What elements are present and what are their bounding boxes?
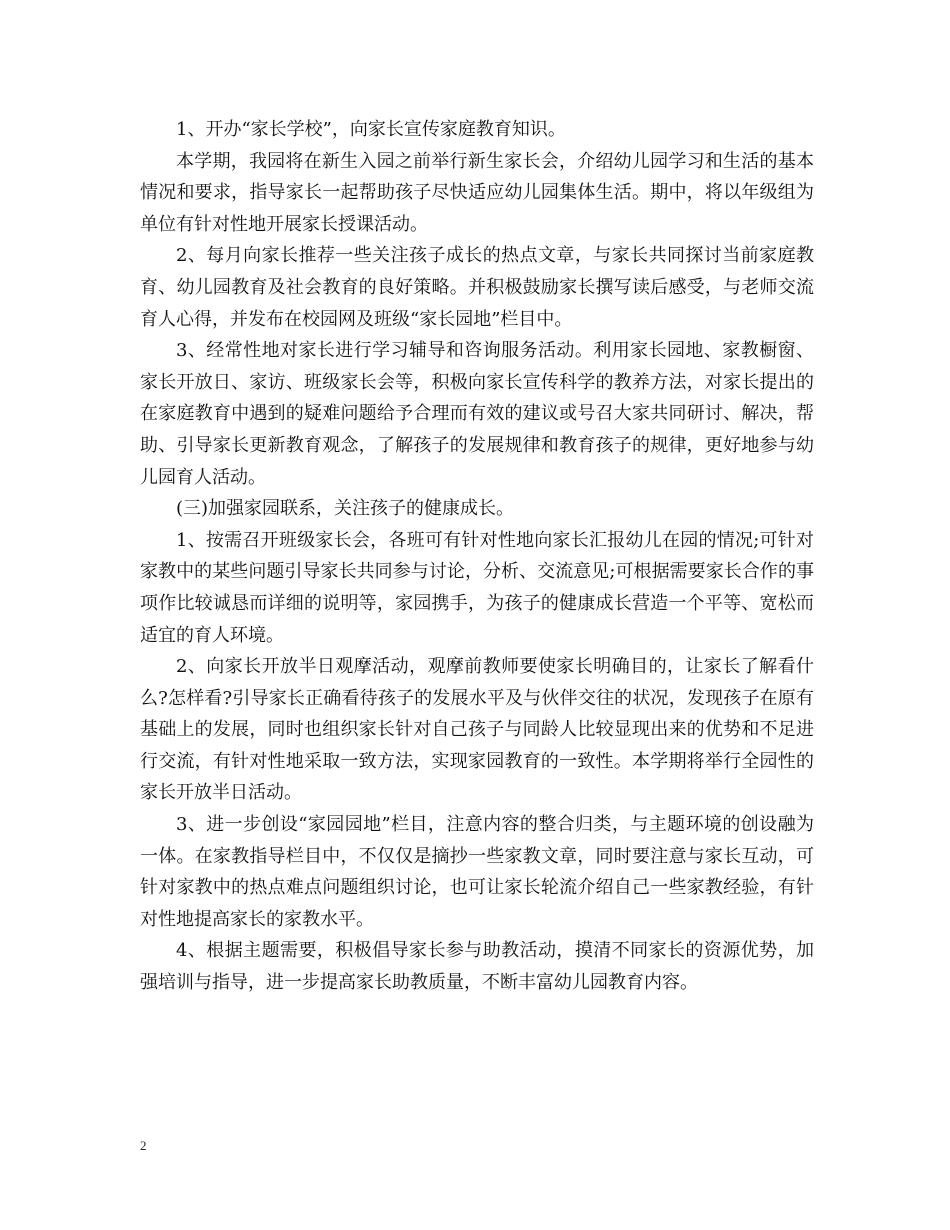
section-heading: (三)加强家园联系，关注孩子的健康成长。 bbox=[176, 498, 515, 520]
paragraph-8: 4、根据主题需要，积极倡导家长参与助教活动，摸清不同家长的资源优势，加强培训与指导，进一步提高家长助教质量，不断丰富幼儿园教育内容。 bbox=[140, 940, 814, 994]
paragraph-2: 本学期，我园将在新生入园之前举行新生家长会，介绍幼儿园学习和生活的基本情况和要求，指导家长一起帮助孩子尽快适应幼儿园集体生活。期中，将以年级组为单位有针对性地开展家长授课活动。 bbox=[140, 150, 814, 235]
paragraph-1: 1、开办“家长学校”，向家长宣传家庭教育知识。 bbox=[176, 119, 566, 140]
paragraph-4: 3、经常性地对家长进行学习辅导和咨询服务活动。利用家长园地、家教橱窗、家长开放日、家访、班级家长会等，积极向家长宣传科学的教养方法，对家长提出的在家庭教育中遇到的疑难问题给予合理而有效的建议或号召大家共同研讨、解决，帮助、引导家长更新教育观念，了解孩子的发展规律和教育孩子的规律，更好地参与幼儿园育人活动。 bbox=[140, 340, 814, 488]
paragraph-6: 2、向家长开放半日观摩活动，观摩前教师要使家长明确目的，让家长了解看什么?怎样看?引导家长正确看待孩子的发展水平及与伙伴交往的状况，发现孩子在原有基础上的发展，同时也组织家长针对自己孩子与同龄人比较显现出来的优势和不足进行交流，有针对性地采取一致方法，实现家园教育的一致性。本学期将举行全园性的家长开放半日活动。 bbox=[140, 656, 814, 804]
page-number: 2 bbox=[140, 1138, 147, 1153]
document-body bbox=[140, 114, 814, 999]
paragraph-7: 3、进一步创设“家园园地”栏目，注意内容的整合归类，与主题环境的创设融为一体。在家教指导栏目中，不仅仅是摘抄一些家教文章，同时要注意与家长互动，可针对家教中的热点难点问题组织讨论，也可让家长轮流介绍自己一些家教经验，有针对性地提高家长的家教水平。 bbox=[140, 814, 814, 930]
paragraph-3: 2、每月向家长推荐一些关注孩子成长的热点文章，与家长共同探讨当前家庭教育、幼儿园教育及社会教育的良好策略。并积极鼓励家长撰写读后感受，与老师交流育人心得，并发布在校园网及班级“家长园地”栏目中。 bbox=[140, 245, 814, 330]
paragraph-5: 1、按需召开班级家长会，各班可有针对性地向家长汇报幼儿在园的情况;可针对家教中的某些问题引导家长共同参与讨论，分析、交流意见;可根据需要家长合作的事项作比较诚恳而详细的说明等，家园携手，为孩子的健康成长营造一个平等、宽松而适宜的育人环境。 bbox=[140, 529, 814, 646]
